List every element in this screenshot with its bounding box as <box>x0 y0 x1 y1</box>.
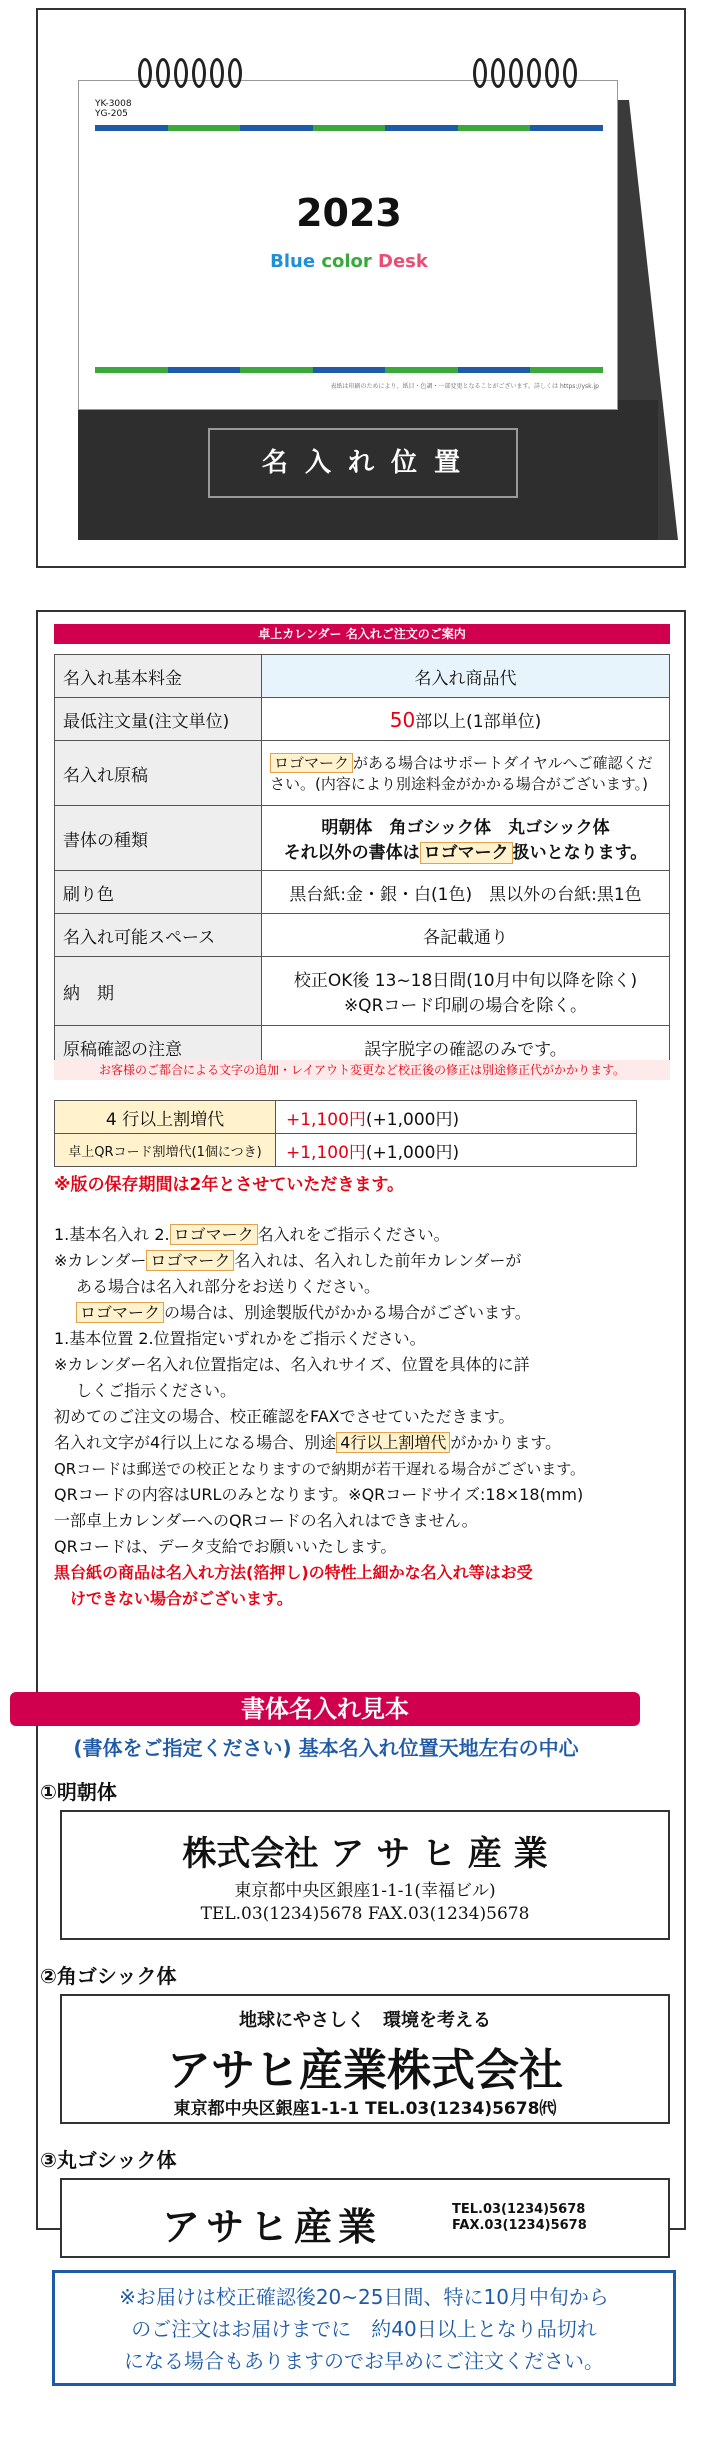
mincho-label: ①明朝体 <box>40 1780 117 1804</box>
name-position-label: 名 入 れ 位 置 <box>208 428 518 498</box>
table-row: 書体の種類 明朝体 角ゴシック体 丸ゴシック体 それ以外の書体は ロゴマーク 扱いとなります。 <box>55 806 670 871</box>
table-row: 卓上QRコード割増代(1個につき) +1,100円(+1,000円) <box>55 1134 637 1167</box>
maru-contact: TEL.03(1234)5678 FAX.03(1234)5678 <box>452 2202 587 2233</box>
table-row: 刷り色 黒台紙:金・銀・白(1色) 黒以外の台紙:黒1色 <box>55 871 670 914</box>
sample-subtitle: (書体をご指定ください) 基本名入れ位置天地左右の中心 <box>73 1736 579 1760</box>
retention-note: ※版の保存期間は2年とさせていただきます。 <box>54 1175 404 1195</box>
mincho-company: 株式会社 ア サ ヒ 産 業 <box>182 1834 548 1874</box>
maru-sample-box <box>60 2178 670 2258</box>
maru-label: ③丸ゴシック体 <box>40 2148 177 2172</box>
info-banner: 卓上カレンダー 名入れご注文のご案内 <box>54 624 670 644</box>
table-row: 名入れ原稿 ロゴマーク がある場合はサポートダイヤルへご確認ください。(内容により別途料金がかかる場合がございます。) <box>55 741 670 806</box>
order-notes: 1.基本名入れ 2. ロゴマーク 名入れをご指示ください。 ※カレンダー ロゴマーク 名入れは、名入れした前年カレンダーが ある場合は名入れ部分をお送りください。 ロゴマーク の場合は、別途製版代がかかる場合がございます。 1.基本位置 2.位置指定いずれかをご指示ください。 ※カレンダー名入れ位置指定は、名入れサイズ、位置を具体的に詳 しくご指示ください。 初めてのご注文の場合、校正確認をFAXでさせていただきます。 名入れ文字が4行以上になる場合、別途 4行以上割増代 がかかります。 QRコードは郵送での校正となりますので納期が若干遅れる場合がございます。 QRコードの内容はURLのみとなります。※QRコードサイズ:18×18(mm) 一部卓上カレンダーへのQRコードの名入れはできません。 QRコードは、データ支給でお願いいたします。 黒台紙の商品は名入れ方法(箔押し)の特性上細かな名入れ等はお受 けできない場合がございます。 <box>54 1225 586 1608</box>
color-bar-top <box>95 125 603 131</box>
kaku-tagline: 地球にやさしく 環境を考える <box>239 2010 491 2031</box>
product-subtitle: Blue color Desk <box>270 251 428 272</box>
calendar-page <box>78 80 618 410</box>
kaku-address: 東京都中央区銀座1-1-1 TEL.03(1234)5678㈹ <box>173 2099 557 2119</box>
calendar-easel <box>78 80 638 540</box>
revision-note: お客様のご都合による文字の追加・レイアウト変更など校正後の修正は別途修正代がかかります。 <box>54 1060 670 1080</box>
maru-company: アサヒ産業 <box>162 2205 383 2249</box>
table-row: 名入れ基本料金 名入れ商品代 <box>55 655 670 698</box>
kaku-company: アサヒ産業株式会社 <box>167 2045 563 2096</box>
spec-table <box>54 654 670 1069</box>
mincho-sample-box <box>60 1810 670 1940</box>
year-title: 2023 <box>296 191 402 235</box>
calendar-base <box>78 400 658 540</box>
mincho-address: 東京都中央区銀座1-1-1(幸福ビル) <box>234 1881 496 1901</box>
kaku-label: ②角ゴシック体 <box>40 1964 177 1988</box>
sample-title: 書体名入れ見本 <box>10 1692 640 1726</box>
table-row: 納 期 校正OK後 13~18日間(10月中旬以降を除く) ※QRコード印刷の場合を除く。 <box>55 957 670 1026</box>
discount-table <box>54 1100 637 1167</box>
table-row: 名入れ可能スペース 各記載通り <box>55 914 670 957</box>
delivery-notice: ※お届けは校正確認後20~25日間、特に10月中旬から のご注文はお届けまでに 約40日以上となり品切れ になる場合もありますのでお早めにご注文ください。 <box>52 2270 676 2386</box>
fine-print: 表紙は印刷のためにより、紙目・色調・一部変更となることがございます。詳しくは https://ysk.jp <box>330 383 599 390</box>
table-row: 原稿確認の注意 誤字脱字の確認のみです。 <box>55 1026 670 1069</box>
table-row: 4 行以上割増代 +1,100円(+1,000円) <box>55 1101 637 1134</box>
product-image <box>36 8 686 568</box>
color-bar-bottom <box>95 367 603 373</box>
table-row: 最低注文量(注文単位) 50部以上(1部単位) <box>55 698 670 741</box>
kaku-sample-box <box>60 1994 670 2124</box>
product-codes: YK-3008 YG-205 <box>95 99 132 119</box>
mincho-tel: TEL.03(1234)5678 FAX.03(1234)5678 <box>200 1904 530 1924</box>
